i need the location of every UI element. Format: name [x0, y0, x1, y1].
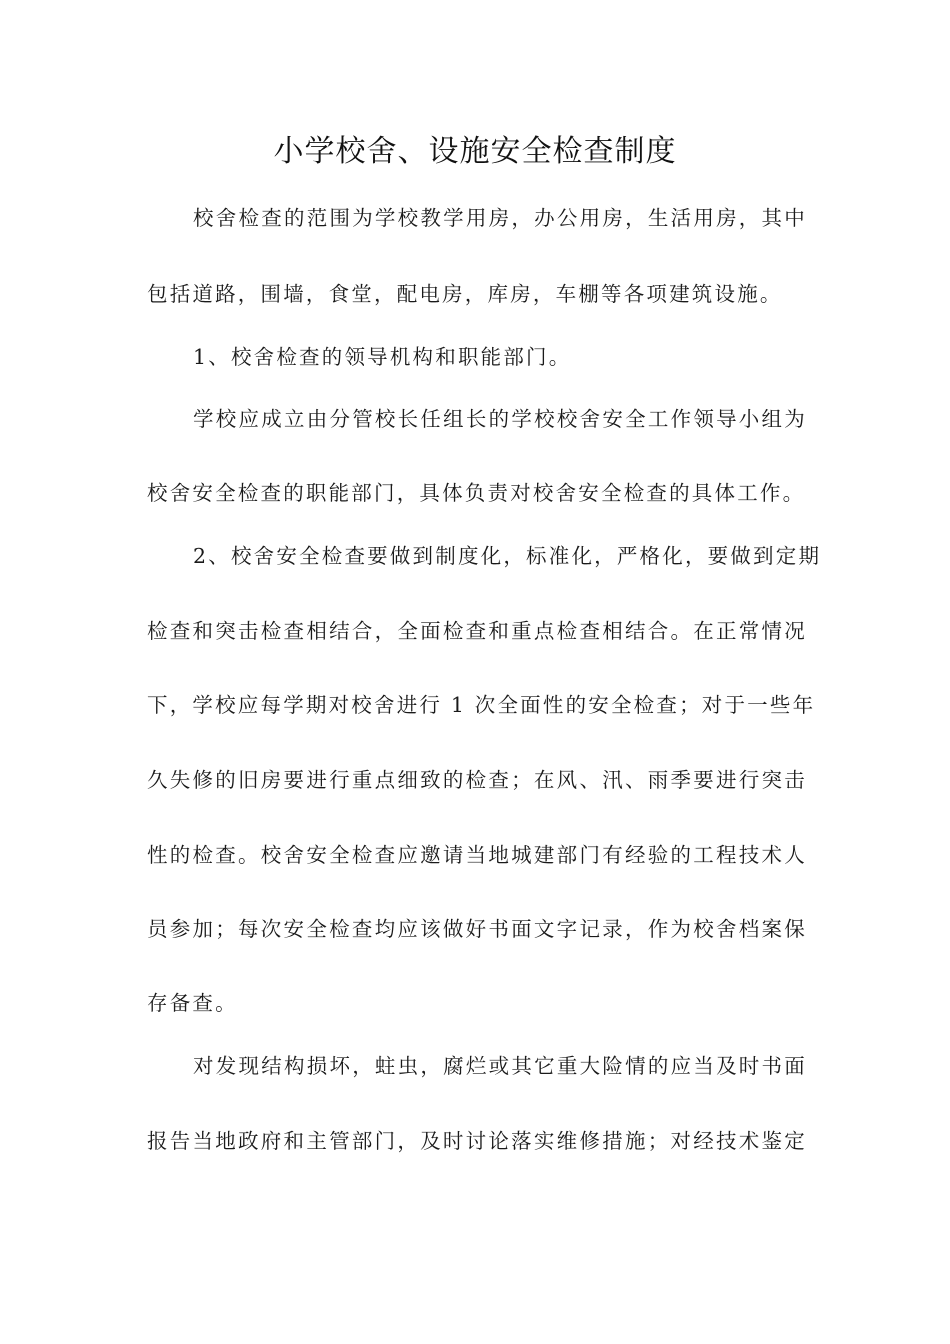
paragraph-3-line-5: 性的检查。校舍安全检查应邀请当地城建部门有经验的工程技术人	[147, 843, 807, 867]
paragraph-3-line-4: 久失修的旧房要进行重点细致的检查；在风、汛、雨季要进行突击	[147, 768, 807, 792]
paragraph-3-line-1: 2、校舍安全检查要做到制度化，标准化，严格化，要做到定期	[193, 544, 822, 568]
document-title: 小学校舍、设施安全检查制度	[273, 134, 677, 169]
paragraph-1-line-2: 包括道路，围墙，食堂，配电房，库房，车棚等各项建筑设施。	[147, 282, 783, 306]
paragraph-4-line-2: 报告当地政府和主管部门，及时讨论落实维修措施；对经技术鉴定	[147, 1129, 807, 1153]
paragraph-1-line-1: 校舍检查的范围为学校教学用房，办公用房，生活用房，其中	[193, 206, 807, 230]
paragraph-3-line-6: 员参加；每次安全检查均应该做好书面文字记录，作为校舍档案保	[147, 917, 807, 941]
section-1-heading: 1、校舍检查的领导机构和职能部门。	[193, 345, 572, 369]
paragraph-3-line-2: 检查和突击检查相结合，全面检查和重点检查相结合。在正常情况	[147, 619, 807, 643]
paragraph-4-line-1: 对发现结构损坏，蛀虫，腐烂或其它重大险情的应当及时书面	[193, 1054, 807, 1078]
paragraph-2-line-2: 校舍安全检查的职能部门，具体负责对校舍安全检查的具体工作。	[147, 481, 806, 505]
paragraph-2-line-1: 学校应成立由分管校长任组长的学校校舍安全工作领导小组为	[193, 407, 807, 431]
paragraph-3-line-7: 存备查。	[147, 991, 238, 1015]
paragraph-3-line-3: 下，学校应每学期对校舍进行 1 次全面性的安全检查；对于一些年	[147, 693, 816, 717]
